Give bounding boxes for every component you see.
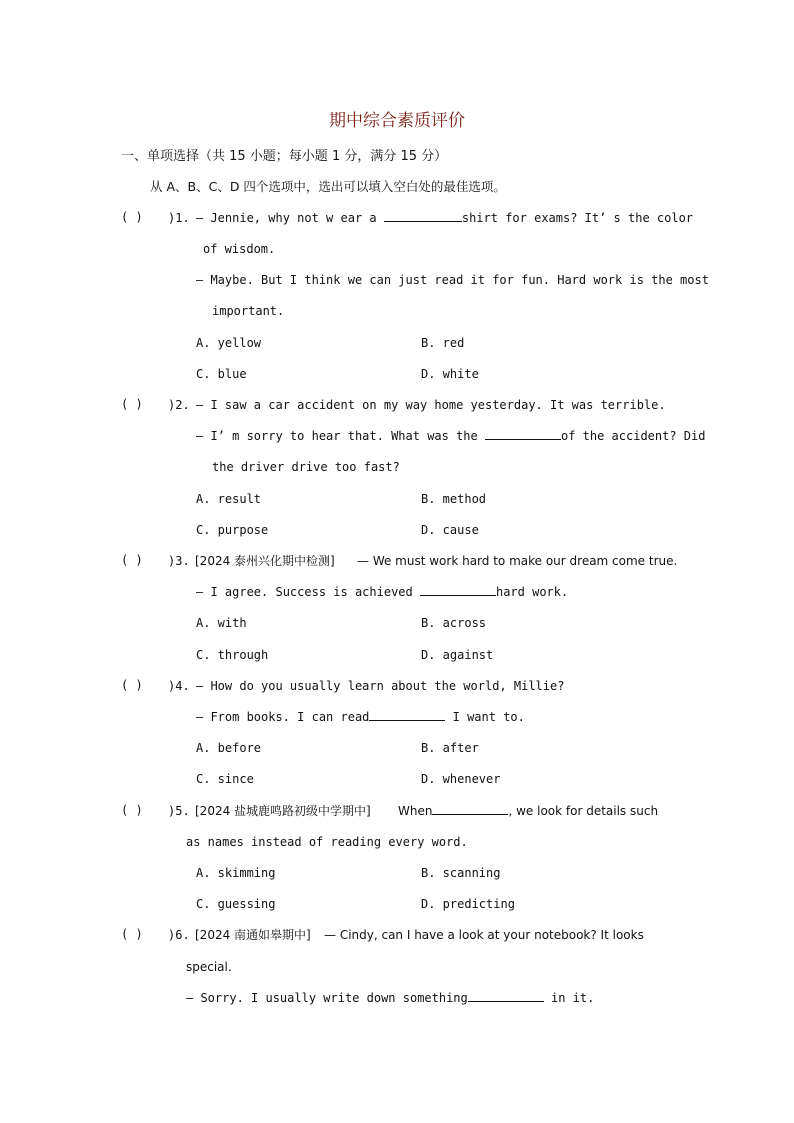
option-d[interactable]: D. against <box>421 648 494 662</box>
response-line: — I’ m sorry to hear that. What was the of the accident? Did <box>196 429 706 443</box>
response-line: the driver drive too fast? <box>212 460 400 474</box>
question-number: )3. <box>168 554 190 568</box>
answer-blank[interactable] <box>369 709 445 721</box>
question-line: — How do you usually learn about the world, Millie? <box>196 679 565 693</box>
answer-blank[interactable] <box>420 584 496 596</box>
question-line: — I saw a car accident on my way home yesterday. It was terrible. <box>196 398 666 412</box>
option-d[interactable]: D. whenever <box>421 772 501 786</box>
answer-bracket[interactable]: ( ) <box>121 803 143 817</box>
answer-bracket[interactable]: ( ) <box>121 397 143 411</box>
question-number: )5. <box>168 804 190 818</box>
option-c[interactable]: C. blue <box>196 367 247 381</box>
answer-bracket[interactable]: ( ) <box>121 927 143 941</box>
question-number: )4. <box>168 679 190 693</box>
source-tag: [2024 南通如皋期中] <box>195 928 311 942</box>
option-c[interactable]: C. through <box>196 648 269 662</box>
question-line: special. <box>186 960 232 974</box>
response-line: important. <box>212 304 285 318</box>
question-line: When , we look for details such <box>398 804 659 818</box>
option-d[interactable]: D. cause <box>421 523 479 537</box>
option-b[interactable]: B. across <box>421 616 487 630</box>
answer-blank[interactable] <box>384 210 462 222</box>
response-line: — From books. I can read I want to. <box>196 710 525 724</box>
question-line: — Cindy, can I have a look at your notebook? It looks <box>324 928 644 942</box>
answer-blank[interactable] <box>485 428 561 440</box>
section-instruction: 从 A、B、C、D 四个选项中，选出可以填入空白处的最佳选项。 <box>150 179 506 194</box>
option-b[interactable]: B. scanning <box>421 866 501 880</box>
question-line: as names instead of reading every word. <box>186 835 468 849</box>
answer-bracket[interactable]: ( ) <box>121 553 143 567</box>
answer-blank[interactable] <box>432 803 508 815</box>
option-a[interactable]: A. yellow <box>196 336 262 350</box>
page-title: 期中综合素质评价 <box>329 111 465 131</box>
option-d[interactable]: D. predicting <box>421 897 515 911</box>
answer-bracket[interactable]: ( ) <box>121 210 143 224</box>
response-line: — I agree. Success is achieved hard work. <box>196 585 569 599</box>
option-a[interactable]: A. result <box>196 492 262 506</box>
option-b[interactable]: B. red <box>421 336 465 350</box>
option-b[interactable]: B. after <box>421 741 479 755</box>
option-a[interactable]: A. before <box>196 741 262 755</box>
answer-blank[interactable] <box>468 990 544 1002</box>
source-tag: [2024 盐城鹿鸣路初级中学期中] <box>195 804 371 818</box>
response-line: — Sorry. I usually write down something in it. <box>186 991 595 1005</box>
question-number: )2. <box>168 398 190 412</box>
question-number: )1. <box>168 211 190 225</box>
section-heading: 一、单项选择（共 15 小题；每小题 1 分，满分 15 分） <box>121 149 448 164</box>
answer-bracket[interactable]: ( ) <box>121 678 143 692</box>
source-tag: [2024 泰州兴化期中检测] <box>195 554 335 568</box>
option-d[interactable]: D. white <box>421 367 479 381</box>
question-line: of wisdom. <box>203 242 276 256</box>
option-c[interactable]: C. since <box>196 772 254 786</box>
question-number: )6. <box>168 928 190 942</box>
question-line: — Jennie, why not w ear a shirt for exams? It’ s the color <box>196 211 694 225</box>
option-b[interactable]: B. method <box>421 492 487 506</box>
option-a[interactable]: A. skimming <box>196 866 276 880</box>
question-line: — We must work hard to make our dream come true. <box>357 554 678 568</box>
response-line: — Maybe. But I think we can just read it for fun. Hard work is the most <box>196 273 709 287</box>
option-c[interactable]: C. guessing <box>196 897 276 911</box>
option-c[interactable]: C. purpose <box>196 523 269 537</box>
option-a[interactable]: A. with <box>196 616 247 630</box>
